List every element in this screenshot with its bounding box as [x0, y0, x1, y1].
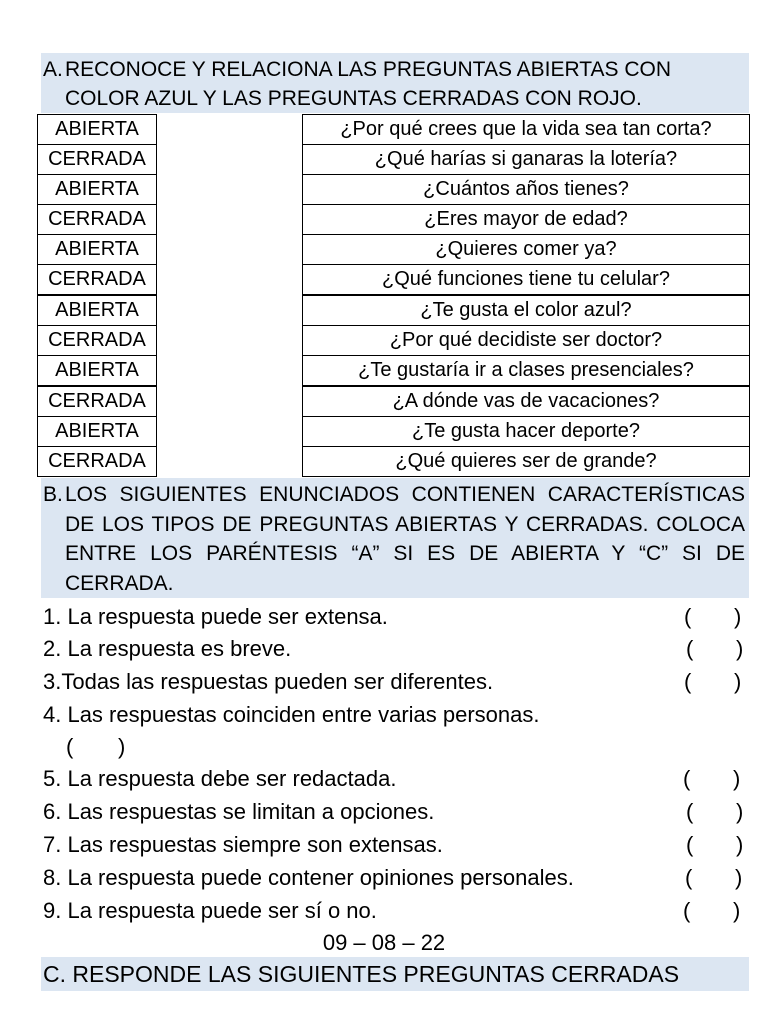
paren-open: ( — [683, 898, 691, 923]
statement-item — [43, 764, 748, 794]
paren-open: ( — [686, 832, 694, 857]
label-box: ABIERTA — [37, 234, 157, 265]
answer-blank[interactable] — [685, 863, 743, 893]
statement-item — [43, 602, 748, 632]
paren-open: ( — [686, 799, 694, 824]
question-box: ¿Cuántos años tienes? — [302, 174, 750, 205]
statement-item — [43, 830, 748, 860]
label-box: ABIERTA — [37, 355, 157, 386]
paren-open: ( — [66, 734, 74, 759]
label-box: ABIERTA — [37, 295, 157, 326]
question-box: ¿Por qué decidiste ser doctor? — [302, 325, 750, 356]
paren-open: ( — [684, 604, 692, 629]
label-box: CERRADA — [37, 325, 157, 356]
answer-blank[interactable] — [683, 764, 741, 794]
section-a-letter: A. — [43, 58, 63, 81]
date-text: 09 – 08 – 22 — [322, 930, 446, 955]
section-a-title: RECONOCE Y RELACIONA LAS PREGUNTAS ABIERTAS CON COLOR AZUL Y LAS PREGUNTAS CERRADAS CON ROJO. — [65, 58, 672, 110]
statement-text: 1. La respuesta puede ser extensa. — [43, 604, 388, 629]
statement-item — [43, 797, 748, 827]
statement-item — [43, 863, 748, 893]
paren-open: ( — [686, 636, 694, 661]
label-box: ABIERTA — [37, 174, 157, 205]
question-box: ¿Qué funciones tiene tu celular? — [302, 264, 750, 295]
paren-close: ) — [735, 865, 743, 890]
label-box: CERRADA — [37, 204, 157, 235]
question-box: ¿Eres mayor de edad? — [302, 204, 750, 235]
label-box: CERRADA — [37, 386, 157, 417]
statement-text: 2. La respuesta es breve. — [43, 636, 292, 661]
paren-open: ( — [685, 865, 693, 890]
answer-blank[interactable] — [684, 602, 742, 632]
answer-blank[interactable] — [686, 830, 744, 860]
statement-text: 9. La respuesta puede ser sí o no. — [43, 898, 377, 923]
statement-text: 8. La respuesta puede contener opiniones personales. — [43, 865, 574, 890]
question-box: ¿Quieres comer ya? — [302, 234, 750, 265]
statement-item — [43, 634, 748, 664]
section-b-title: LOS SIGUIENTES ENUNCIADOS CONTIENEN CARACTERÍSTICAS DE LOS TIPOS DE PREGUNTAS ABIERTAS Y CERRADAS. COLOCA ENTRE LOS PARÉNTESIS “A” SI ES DE ABIERTA Y “C” SI DE CERRADA. — [65, 483, 745, 595]
paren-close: ) — [736, 799, 744, 824]
statement-text: 3.Todas las respuestas pueden ser diferentes. — [43, 669, 494, 694]
statement-text: 4. Las respuestas coinciden entre varias personas. — [43, 702, 540, 727]
paren-close: ) — [733, 898, 741, 923]
paren-close: ) — [736, 832, 744, 857]
question-box: ¿Te gusta hacer deporte? — [302, 416, 750, 447]
paren-close: ) — [734, 669, 742, 694]
answer-blank[interactable] — [683, 896, 741, 926]
answer-blank[interactable] — [66, 732, 126, 762]
section-b-heading — [41, 480, 745, 598]
statement-text: 5. La respuesta debe ser redactada. — [43, 766, 397, 791]
question-box: ¿Te gusta el color azul? — [302, 295, 750, 326]
statement-item — [43, 700, 748, 730]
paren-open: ( — [684, 669, 692, 694]
section-c-heading: C. RESPONDE LAS SIGUIENTES PREGUNTAS CERRADAS — [43, 961, 680, 987]
statement-text: 7. Las respuestas siempre son extensas. — [43, 832, 443, 857]
statement-text: 6. Las respuestas se limitan a opciones. — [43, 799, 435, 824]
question-box: ¿Qué quieres ser de grande? — [302, 446, 750, 477]
label-box: CERRADA — [37, 144, 157, 175]
answer-blank[interactable] — [686, 797, 744, 827]
label-box: ABIERTA — [37, 416, 157, 447]
question-box: ¿Por qué crees que la vida sea tan corta? — [302, 114, 750, 145]
label-box: CERRADA — [37, 264, 157, 295]
question-box: ¿Te gustaría ir a clases presenciales? — [302, 355, 750, 386]
statement-item — [43, 896, 748, 926]
paren-close: ) — [736, 636, 744, 661]
label-box: CERRADA — [37, 446, 157, 477]
paren-close: ) — [118, 734, 126, 759]
label-box: ABIERTA — [37, 114, 157, 145]
answer-blank[interactable] — [684, 667, 742, 697]
section-b-letter: B. — [43, 483, 63, 506]
statement-item — [43, 667, 748, 697]
answer-blank[interactable] — [686, 634, 744, 664]
paren-open: ( — [683, 766, 691, 791]
section-a-heading — [41, 55, 745, 113]
question-box: ¿Qué harías si ganaras la lotería? — [302, 144, 750, 175]
paren-close: ) — [733, 766, 741, 791]
question-box: ¿A dónde vas de vacaciones? — [302, 386, 750, 417]
paren-close: ) — [734, 604, 742, 629]
